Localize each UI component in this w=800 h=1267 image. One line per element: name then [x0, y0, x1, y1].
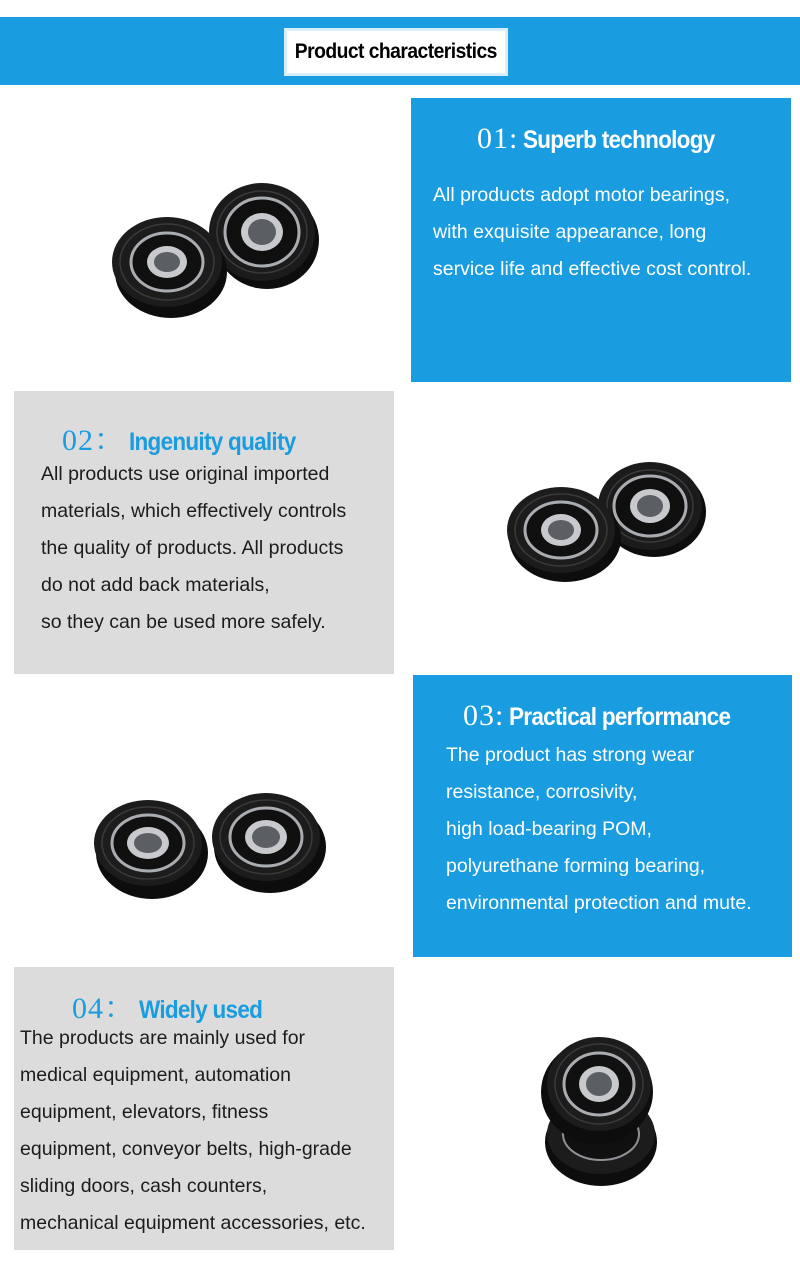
- bearing-pair-image-2: [500, 460, 715, 585]
- section-03-panel: [413, 675, 792, 957]
- bearing-pair-image-1: [105, 170, 345, 320]
- section-02-text: [41, 456, 346, 641]
- text-line: do not add back materials,: [41, 574, 270, 596]
- section-04-text: [20, 1020, 366, 1242]
- section-04-panel: [14, 967, 394, 1250]
- section-number: 01:: [477, 122, 519, 155]
- text-line: service life and effective cost control.: [433, 258, 752, 280]
- section-03-heading: [463, 699, 755, 733]
- text-line: polyurethane forming bearing,: [446, 855, 706, 877]
- section-title: Widely used: [139, 996, 263, 1024]
- text-line: The products are mainly used for: [20, 1027, 306, 1049]
- text-line: materials, which effectively controls: [41, 500, 347, 522]
- text-line: resistance, corrosivity,: [446, 781, 638, 803]
- page-title: Product characteristics: [294, 40, 498, 63]
- bearing-wheel-right: [212, 793, 326, 893]
- bearing-pair-image-3: [88, 787, 328, 902]
- section-01-text: [433, 177, 751, 288]
- text-line: equipment, elevators, fitness: [20, 1101, 269, 1123]
- bearing-wheel-top: [541, 1037, 653, 1144]
- text-line: All products use original imported: [41, 463, 330, 485]
- text-line: All products adopt motor bearings,: [433, 184, 730, 206]
- section-number: 03:: [463, 699, 505, 732]
- text-line: so they can be used more safely.: [41, 611, 326, 633]
- text-line: The product has strong wear: [446, 744, 695, 766]
- text-line: medical equipment, automation: [20, 1064, 291, 1086]
- section-title: Ingenuity quality: [129, 428, 296, 456]
- header-title-box: [284, 28, 508, 76]
- text-line: sliding doors, cash counters,: [20, 1175, 268, 1197]
- section-02-panel: [14, 391, 394, 674]
- text-line: the quality of products. All products: [41, 537, 344, 559]
- text-line: with exquisite appearance, long: [433, 221, 707, 243]
- section-03-text: [446, 737, 752, 922]
- section-02-heading: [62, 415, 314, 459]
- text-line: mechanical equipment accessories, etc.: [20, 1212, 366, 1234]
- section-number: 04：: [72, 992, 135, 1025]
- text-line: equipment, conveyor belts, high-grade: [20, 1138, 352, 1160]
- section-title: Practical performance: [508, 703, 731, 731]
- text-line: high load-bearing POM,: [446, 818, 652, 840]
- bearing-wheel-left: [94, 800, 208, 899]
- section-01-panel: [411, 98, 791, 382]
- section-title: Superb technology: [522, 126, 715, 154]
- text-line: environmental protection and mute.: [446, 892, 752, 914]
- bearing-stack-image: [535, 1030, 665, 1190]
- section-number: 02：: [62, 424, 125, 457]
- section-01-heading: [477, 122, 736, 156]
